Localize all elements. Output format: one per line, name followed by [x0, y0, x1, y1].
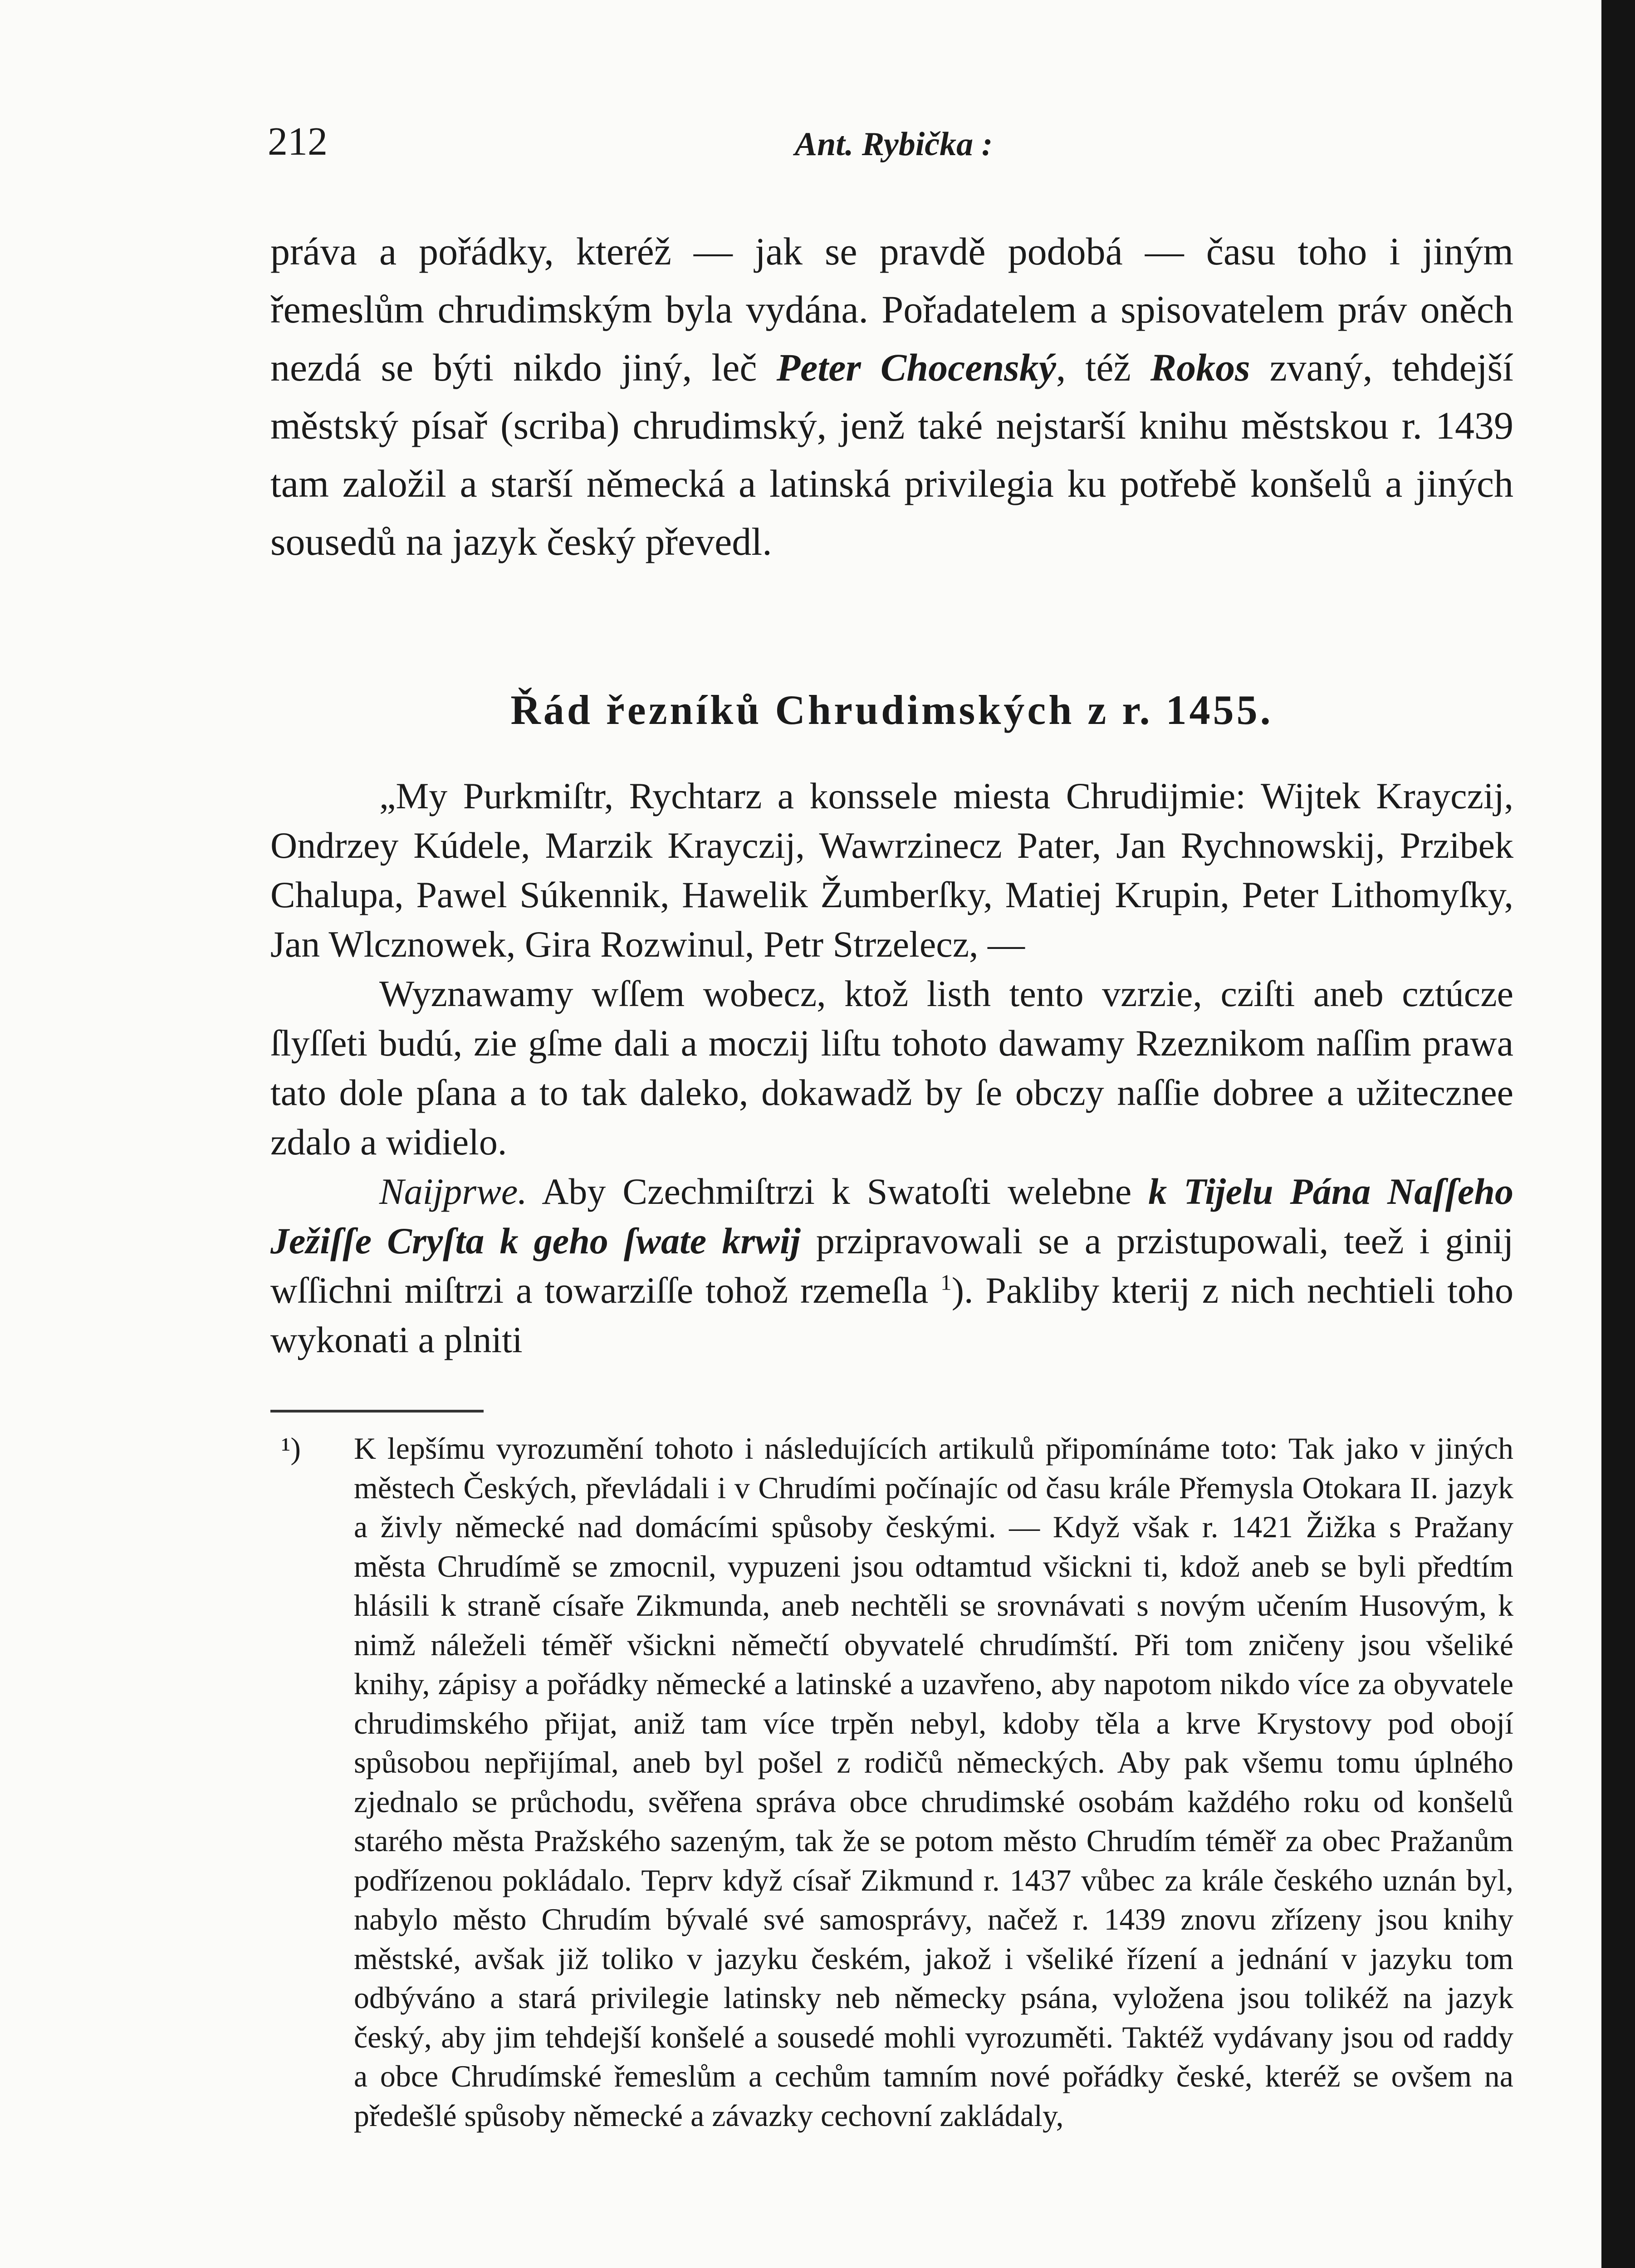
running-head: Ant. Rybička : [794, 126, 993, 163]
intro-text-part: , též [1056, 346, 1150, 389]
intro-text [270, 222, 1513, 571]
page-number: 212 [268, 120, 328, 164]
footnote-divider [270, 1410, 484, 1413]
charter-paragraph: Wyznawamy wſſem wobecz, ktož listh tento vzrzie, cziſti aneb cztúcze ſlyſſeti budú, zie gſme dali a moczij liſtu tohoto dawamy Rzeznikom naſſim prawa tato dole pſana a to tak daleko, dokawadž by ſe obczy naſſie dobree a užitecznee zdalo a widielo. [270, 973, 1513, 1163]
footnote-text: K lepšímu vyrozumění tohoto i následujících artikulů připomínáme toto: Tak jako v jiných městech Českých, převládali i v Chrudími počínajíc od času krále Přemysla Otokara II. jazyk a živly německé nad domácími spůsoby českými. — Když však r. 1421 Žižka s Pražany města Chrudímě se zmocnil, vypuzeni jsou odtamtud všickni ti, kdož aneb se byli předtím hlásili k straně císaře Zikmunda, aneb nechtěli se srovnávati s novým učením Husovým, k nimž náleželi téměř všickni němečtí obyvatelé chrudímští. Při tom zničeny jsou všeliké knihy, zápisy a pořádky německé a latinské a uzavřeno, aby napotom nikdo více za obyvatele chrudimského přijat, aniž tam více trpěn nebyl, kdoby těla a krve Krystovy pod obojí spůsobou nepřijímal, aneb byl pošel z rodičů německých. Aby pak všemu tomu úplného zjednalo se průchodu, svěřena správa obce chrudimské osobám každého roku od konšelů starého města Pražského sazeným, tak že se potom město Chrudím téměř za obec Pražanům podřízenou pokládalo. Teprv když císař Zikmund r. 1437 vůbec za krále českého uznán byl, nabylo město Chrudím bývalé své samosprávy, načež r. 1439 znovu zřízeny jsou knihy městské, avšak již toliko v jazyku českém, jakož i všeliké řízení a jednání v jazyku tom odbýváno a stará privilegie latinsky neb německy psána, vyložena jsou tolikéž na jazyk český, aby jim tehdejší konšelé a sousedé mohli vyrozuměti. Taktéž vydávany jsou od raddy a obce Chrudímské řemeslům a cechům tamním nové pořádky české, kteréž se ovšem na předešlé spůsoby německé a závazky cechovní zakládaly, [354, 1431, 1513, 2133]
intro-paragraph [270, 222, 1513, 571]
charter-text-part: ). Pakliby kterij z nich nechtieli toho wykonati a plniti [270, 1270, 1513, 1360]
charter-paragraph: „My Purkmiſtr, Rychtarz a konssele miesta Chrudijmie: Wijtek Krayczij, Ondrzey Kúdele, Marzik Krayczij, Wawrzinecz Pater, Jan Rychnowskij, Przibek Chalupa, Pawel Súkennik, Hawelik Žumberſky, Matiej Krupin, Peter Lithomyſky, Jan Wlcznowek, Gira Rozwinul, Petr Strzelecz, — [270, 775, 1513, 965]
scan-border [1601, 0, 1635, 2268]
article-lead: Naijprwe. [379, 1171, 527, 1212]
emphasized-phrase: k Tijelu Pána Naſſeho Ježiſſe Cryſta k geho ſwate krwij [270, 1171, 1513, 1261]
charter-text-part: Aby Czechmiſtrzi k Swatoſti welebne [527, 1171, 1149, 1212]
footnote-marker: ¹) [281, 1431, 301, 1466]
charter-paragraph [270, 1167, 1513, 1364]
page-header [268, 117, 1520, 171]
person-alias: Rokos [1150, 346, 1250, 389]
section-heading: Řád řezníků Chrudimských z r. 1455. [510, 687, 1273, 733]
intro-text-part: zvaný, tehdejší městský písař (scriba) chrudimský, jenž také nejstarší knihu městskou r. 1439 tam založil a starší německá a latinská privilegia ku potřebě konšelů a jiných sousedů na jazyk český převedl. [270, 346, 1513, 563]
charter-text [270, 771, 1513, 1364]
intro-text-part: práva a pořádky, kteréž — jak se pravdě podobá — času toho i jiným řemeslům chrudimským byla vydána. Pořadatelem a spisovatelem práv oněch nezdá se býti nikdo jiný, leč [270, 230, 1513, 389]
footnote-reference: 1 [940, 1270, 952, 1295]
footnote [281, 1429, 1513, 2135]
charter-text-part: przipravowali se a przistupowali, teež i ginij wſſichni miſtrzi a towarziſſe tohož rzemeſla [270, 1220, 1513, 1311]
footnote-paragraph [281, 1429, 1513, 2135]
person-name: Peter Chocenský [776, 346, 1056, 389]
